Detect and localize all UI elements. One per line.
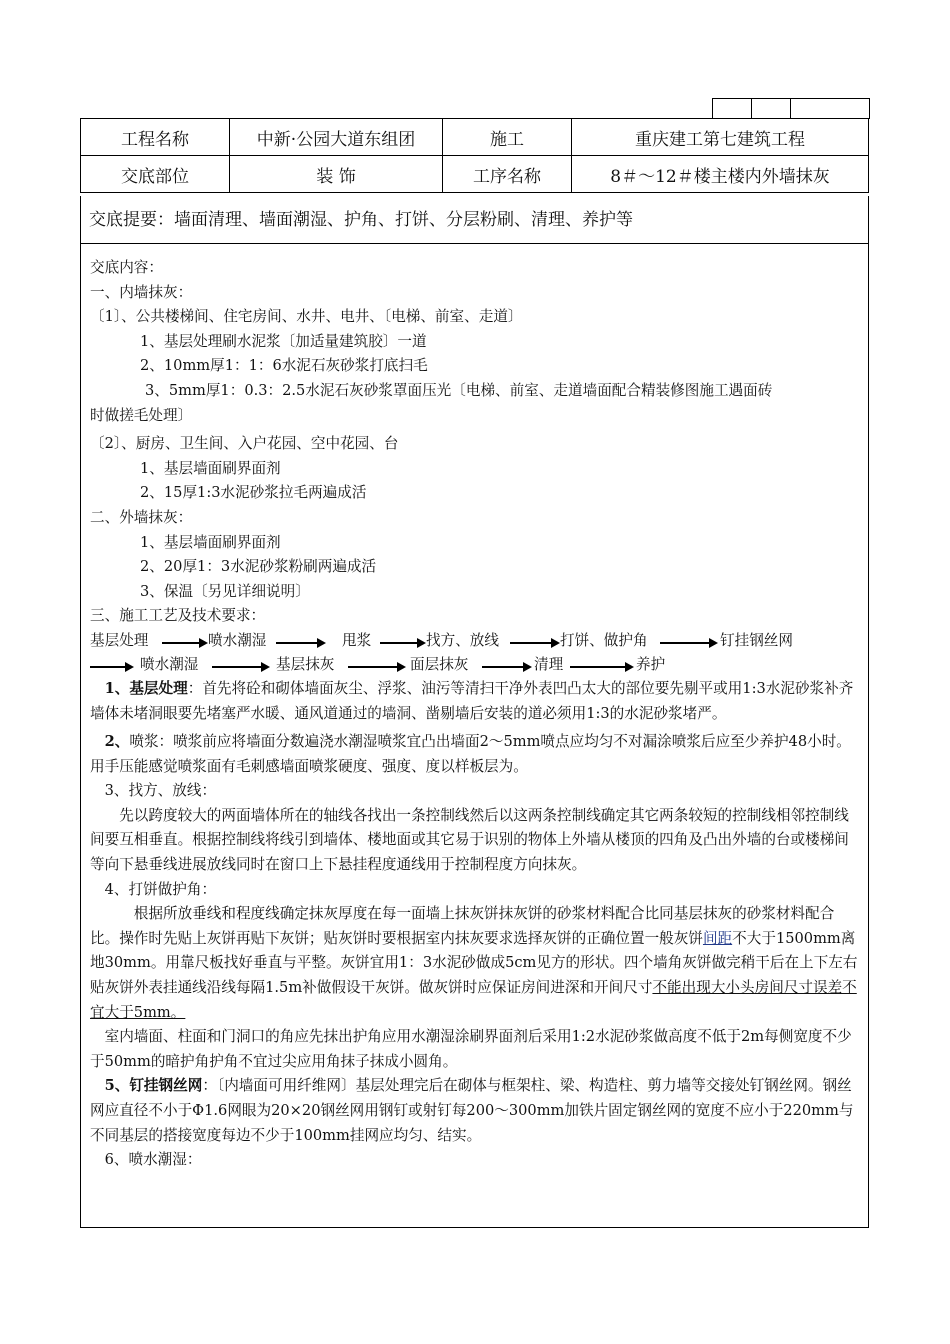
flow-step: 喷水潮湿 <box>140 655 199 673</box>
page-box-cell <box>713 99 752 119</box>
paragraph-6-title: 6、喷水潮湿： <box>104 1151 202 1169</box>
flow-step: 基层抹灰 <box>276 655 335 673</box>
paragraph-5-heading: 5、钉挂钢丝网 <box>104 1077 203 1095</box>
flow-step: 打饼、做护角 <box>560 631 648 649</box>
flow-arrow <box>90 666 126 668</box>
content-heading: 交底内容： <box>90 259 163 276</box>
flow-step: 喷水潮湿 <box>208 631 267 649</box>
flow-step: 养护 <box>636 655 666 673</box>
section-2-item: 3、保温〔另见详细说明〕 <box>140 582 310 600</box>
flow-arrow <box>162 642 200 644</box>
paragraph-4-text-c: 室内墙面、柱面和门洞口的角应先抹出护角应用水潮湿涂刷界面剂后采用1:2水泥砂浆做高度不低于2m每侧宽度不少于50mm的暗护角护角不宜过尖应用角抹子抹成小圆角。 <box>90 1028 852 1070</box>
paragraph-4-text-b: 不大于1500mm离地30mm。用靠尺板找好垂直与平整。灰饼宜用1：3水泥砂做成5cm见方的形状。四个墙角灰饼做完稍干后在上下左右贴灰饼外表挂通线沿线每隔1.5m补做假设干灰饼。做灰饼时应保证房间进深和开间尺寸 <box>90 929 858 997</box>
header-table <box>80 118 869 193</box>
paragraph-2-heading: 2、 <box>104 733 130 751</box>
flow-arrow <box>570 666 626 668</box>
flow-arrow <box>660 642 710 644</box>
flow-step: 基层处理 <box>90 631 149 649</box>
paragraph-2-text: 喷浆：喷浆前应将墙面分数遍浇水潮湿喷浆宜凸出墙面2～5mm喷点应均匀不对漏涂喷浆后应至少养护48小时。用手压能感觉喷浆面有毛刺感墙面喷浆硬度、强度、度以样板层为。 <box>90 733 851 775</box>
paragraph-4-title: 4、打饼做护角： <box>104 880 217 898</box>
paragraph-4-underline-2: 不能出现大小头房间尺寸误差不宜大于5mm。 <box>90 979 857 1021</box>
paragraph-1-text: ：首先将砼和砌体墙面灰尘、浮浆、油污等清扫干净外表凹凸太大的部位要先剔平或用1:3水泥砂浆补齐墙体未堵洞眼要先堵塞严水暖、通风道通过的墙洞、凿剔墙后安装的道必须用1:3的水泥砂浆堵严。 <box>90 679 854 722</box>
project-name-label: 工程名称 <box>81 119 230 156</box>
page-box-cell <box>791 99 869 119</box>
paragraph-3-title: 3、找方、放线： <box>104 782 217 800</box>
process-flow <box>90 629 860 677</box>
section-2-item: 2、20厚1：3水泥砂浆粉刷两遍成活 <box>140 558 377 576</box>
page-box-cell <box>752 99 791 119</box>
paragraph-4-text <box>90 902 860 1025</box>
section-1-item: 1、基层处理刷水泥浆〔加适量建筑胶〕一道 <box>140 332 427 350</box>
part-label: 交底部位 <box>81 156 230 193</box>
flow-arrow <box>482 666 524 668</box>
flow-step: 面层抹灰 <box>410 655 469 673</box>
process-label: 工序名称 <box>443 156 572 193</box>
paragraph-4-underline-1: 间距 <box>702 929 733 947</box>
section-1-item: 2、15厚1:3水泥砂浆拉毛两遍成活 <box>140 484 367 502</box>
section-1-sub-1: 〔1〕、公共楼梯间、住宅房间、水井、电井、〔电梯、前室、走道〕 <box>90 308 523 326</box>
flow-step: 找方、放线 <box>426 631 499 649</box>
section-1-sub-2: 〔2〕、厨房、卫生间、入户花园、空中花园、台 <box>90 435 399 453</box>
section-1-title: 一、内墙抹灰： <box>90 283 193 301</box>
flow-arrow <box>212 666 262 668</box>
summary-row: 交底提要：墙面清理、墙面潮湿、护角、打饼、分层粉刷、清理、养护等 <box>80 196 869 244</box>
paragraph-5 <box>90 1074 860 1148</box>
section-3-title: 三、施工工艺及技术要求： <box>90 607 266 625</box>
paragraph-5-text: ：〔内墙面可用纤维网〕基层处理完后在砌体与框架柱、梁、构造柱、剪力墙等交接处钉钢丝网。钢丝网应直径不小于Φ1.6网眼为20×20钢丝网用钢钉或射钉每200～300mm加铁片固定钢丝网的宽度不应小于220mm与不同基层的搭接宽度每边不少于100mm挂网应均匀、结实。 <box>90 1077 854 1144</box>
flow-step: 甩浆 <box>342 631 372 649</box>
section-1-item-cont: 时做搓毛处理〕 <box>90 406 193 424</box>
part-value: 装 饰 <box>230 156 443 193</box>
paragraph-3-text: 先以跨度较大的两面墙体所在的轴线各找出一条控制线然后以这两条控制线确定其它两条较短的控制线相邻控制线间要互相垂直。根据控制线将线引到墙体、楼地面或其它易于识别的物体上外墙从楼顶的四角及凸出外墙的台或楼梯间等向下悬垂线进展放线同时在窗口上下悬挂程度通线用于控制程度方向抹灰。 <box>90 806 849 874</box>
section-1-item: 1、基层墙面刷界面剂 <box>140 459 281 477</box>
process-value: 8＃～12＃楼主楼内外墙抹灰 <box>572 156 869 193</box>
flow-step: 钉挂钢丝网 <box>720 631 793 649</box>
paragraph-2 <box>90 730 860 779</box>
content-section <box>80 244 869 1228</box>
paragraph-1 <box>90 677 860 726</box>
flow-arrow <box>276 642 318 644</box>
section-1-item: 3、5mm厚1：0.3：2.5水泥石灰砂浆罩面压光〔电梯、前室、走道墙面配合精装修图施工遇面砖 <box>145 381 773 399</box>
flow-step: 清理 <box>534 655 564 673</box>
page-number-box <box>712 98 870 119</box>
section-2-item: 1、基层墙面刷界面剂 <box>140 533 281 551</box>
flow-arrow <box>348 666 398 668</box>
project-name-value: 中新·公园大道东组团 <box>230 119 443 156</box>
flow-arrow <box>510 642 552 644</box>
construction-value: 重庆建工第七建筑工程 <box>572 119 869 156</box>
paragraph-4-text-a: 根据所放垂线和程度线确定抹灰厚度在每一面墙上抹灰饼抹灰饼的砂浆材料配合比同基层抹灰的砂浆材料配合比。操作时先贴上灰饼再贴下灰饼；贴灰饼时要根据室内抹灰要求选择灰饼的正确位置一般灰饼 <box>90 905 835 947</box>
paragraph-1-heading: 1、基层处理 <box>104 679 188 697</box>
construction-label: 施工 <box>443 119 572 156</box>
section-1-item: 2、10mm厚1：1：6水泥石灰砂浆打底扫毛 <box>140 357 428 375</box>
section-2-title: 二、外墙抹灰： <box>90 508 193 526</box>
flow-arrow <box>380 642 418 644</box>
